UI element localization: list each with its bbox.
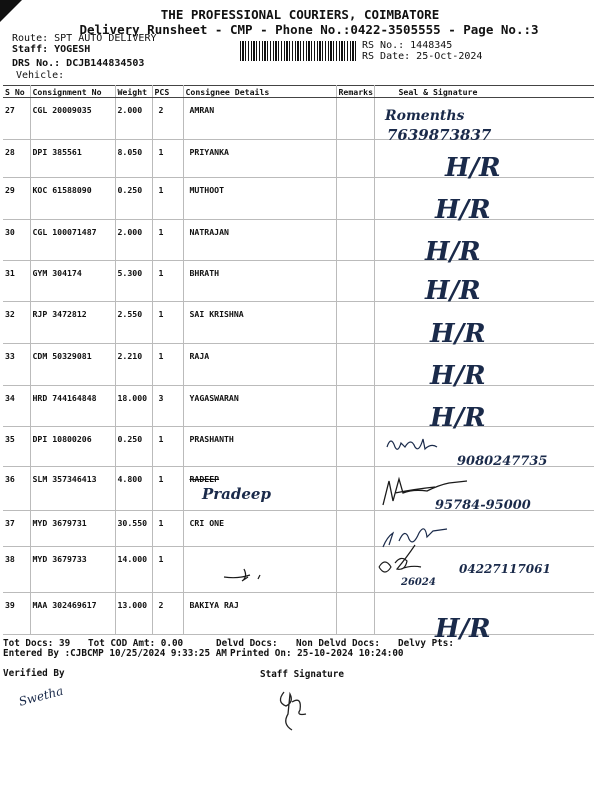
signature-cell (374, 547, 594, 593)
weight-cell: 18.000 (115, 386, 152, 427)
consignment-cell: CGL 20009035 (30, 98, 115, 140)
consignee-cell: NATRAJAN (183, 220, 336, 261)
sno-cell: 39 (3, 593, 30, 635)
remarks-cell (336, 511, 374, 547)
remarks-cell (336, 467, 374, 511)
consignee-cell: PRIYANKA (183, 140, 336, 178)
total-docs: Tot Docs: 39 (3, 638, 71, 649)
consignee-cell (183, 547, 336, 593)
handwritten-hr (375, 302, 595, 349)
signature-cell (374, 98, 594, 144)
drs-number: DRS No.: DCJB144834503 (12, 58, 145, 69)
verified-by-label: Verified By (3, 668, 65, 679)
table-row (3, 593, 594, 635)
consignment-cell: CDM 50329081 (30, 344, 115, 386)
handwritten-signature (375, 511, 595, 547)
signature-cell (374, 302, 594, 349)
sno-cell: 31 (3, 261, 30, 302)
remarks-cell (336, 386, 374, 427)
weight-cell: 0.250 (115, 178, 152, 220)
pcs-cell: 1 (152, 140, 183, 178)
consignment-cell: MYD 3679733 (30, 547, 115, 593)
weight-cell: 5.300 (115, 261, 152, 302)
table-row (3, 427, 594, 467)
svg-text:Swetha: Swetha (17, 683, 65, 709)
handwritten-signature (375, 98, 595, 144)
sno-cell: 30 (3, 220, 30, 261)
staff-label: Staff: YOGESH (12, 44, 91, 55)
weight-cell: 4.800 (115, 467, 152, 511)
vehicle-label: Vehicle: (16, 70, 65, 81)
handwritten-hr (375, 178, 595, 225)
table-row (3, 140, 594, 178)
remarks-cell (336, 220, 374, 261)
company-name: THE PROFESSIONAL COURIERS, COIMBATORE (160, 7, 440, 22)
table-row (3, 98, 594, 140)
rs-number: RS No.: 1448345 (362, 40, 453, 51)
handwritten-hr (375, 140, 595, 183)
handwritten-signature (375, 547, 595, 593)
printed-on: Printed On: 25-10-2024 10:24:00 (230, 648, 404, 659)
consignee-cell: YAGASWARAN (183, 386, 336, 427)
weight-cell: 2.000 (115, 98, 152, 140)
sno-cell: 37 (3, 511, 30, 547)
pcs-cell: 1 (152, 220, 183, 261)
signature-cell (374, 261, 594, 306)
remarks-cell (336, 261, 374, 302)
table-row (3, 178, 594, 220)
pcs-cell: 2 (152, 98, 183, 140)
pcs-cell: 1 (152, 344, 183, 386)
entered-by: Entered By :CJBCMP 10/25/2024 9:33:25 AM (3, 648, 227, 659)
consignee-cell: AMRAN (183, 98, 336, 140)
handwritten-signature (375, 427, 595, 467)
consignment-cell: GYM 304174 (30, 261, 115, 302)
weight-cell: 8.050 (115, 140, 152, 178)
svg-text:H/R: H/R (429, 361, 486, 391)
table-row (3, 302, 594, 344)
weight-cell: 30.550 (115, 511, 152, 547)
table-row (3, 261, 594, 302)
total-cod: Tot COD Amt: 0.00 (88, 638, 184, 649)
consignee-cell: BAKIYA RAJ (183, 593, 336, 635)
handwritten-hr (375, 220, 595, 267)
consignee-cell: CRI ONE (183, 511, 336, 547)
col-pcs: PCS (152, 86, 183, 98)
signature-cell (374, 467, 594, 511)
remarks-cell (336, 344, 374, 386)
table-header-row (3, 86, 594, 98)
sno-cell: 36 (3, 467, 30, 511)
remarks-cell (336, 547, 374, 593)
svg-text:H/R: H/R (429, 319, 486, 349)
sheet-title: Delivery Runsheet - CMP - Phone No.:0422-3505555 - Page No.:3 (79, 22, 539, 37)
svg-text:9080247735: 9080247735 (456, 454, 547, 469)
col-weight: Weight (115, 86, 152, 98)
pcs-cell: 3 (152, 386, 183, 427)
handwritten-hr (375, 261, 595, 306)
svg-text:Romenths: Romenths (384, 108, 464, 124)
weight-cell: 2.550 (115, 302, 152, 344)
weight-cell: 0.250 (115, 427, 152, 467)
signature-cell (374, 511, 594, 547)
sno-cell: 33 (3, 344, 30, 386)
route-label: Route: SPT AUTO DELIVERY (12, 33, 157, 44)
consignment-cell: HRD 744164848 (30, 386, 115, 427)
delivery-points: Delvy Pts: (398, 638, 454, 649)
pcs-cell: 1 (152, 261, 183, 302)
pcs-cell: 1 (152, 467, 183, 511)
consignee-cell: BHRATH (183, 261, 336, 302)
pcs-cell: 1 (152, 178, 183, 220)
signature-cell (374, 427, 594, 467)
staff-signature (270, 682, 320, 732)
consignment-cell: MYD 3679731 (30, 511, 115, 547)
consignee-name-struck: RADEEP (189, 474, 220, 484)
consignment-cell: MAA 302469617 (30, 593, 115, 635)
weight-cell: 14.000 (115, 547, 152, 593)
handwritten-name (184, 467, 334, 511)
table-row (3, 547, 594, 593)
consignee-cell (183, 467, 336, 511)
col-sno: S No (3, 86, 30, 98)
svg-text:H/R: H/R (429, 403, 486, 433)
table-row (3, 386, 594, 427)
svg-text:H/R: H/R (434, 614, 491, 644)
signature-cell (374, 178, 594, 225)
remarks-cell (336, 302, 374, 344)
table-row (3, 344, 594, 386)
remarks-cell (336, 140, 374, 178)
consignee-cell: PRASHANTH (183, 427, 336, 467)
pcs-cell: 1 (152, 302, 183, 344)
consignee-cell: RAJA (183, 344, 336, 386)
pcs-cell: 1 (152, 547, 183, 593)
table-row (3, 467, 594, 511)
sno-cell: 29 (3, 178, 30, 220)
consignment-cell: SLM 357346413 (30, 467, 115, 511)
col-signature: Seal & Signature (374, 86, 594, 98)
consignee-cell: SAI KRISHNA (183, 302, 336, 344)
remarks-cell (336, 98, 374, 140)
svg-text:04227117061: 04227117061 (458, 562, 551, 576)
sno-cell: 34 (3, 386, 30, 427)
rs-date: RS Date: 25-Oct-2024 (362, 51, 483, 62)
remarks-cell (336, 178, 374, 220)
signature-cell (374, 220, 594, 267)
pcs-cell: 2 (152, 593, 183, 635)
handwritten-mark (184, 547, 334, 593)
table-row (3, 511, 594, 547)
svg-text:Pradeep: Pradeep (201, 485, 271, 503)
weight-cell: 13.000 (115, 593, 152, 635)
sno-cell: 38 (3, 547, 30, 593)
svg-text:H/R: H/R (424, 237, 481, 267)
signature-cell (374, 140, 594, 183)
consignment-cell: DPI 385561 (30, 140, 115, 178)
sno-cell: 32 (3, 302, 30, 344)
pcs-cell: 1 (152, 511, 183, 547)
consignment-cell: DPI 10800206 (30, 427, 115, 467)
consignment-cell: KOC 61588090 (30, 178, 115, 220)
svg-text:H/R: H/R (434, 195, 491, 225)
svg-text:H/R: H/R (424, 276, 481, 306)
consignment-cell: CGL 100071487 (30, 220, 115, 261)
verified-signature (14, 676, 74, 716)
svg-text:7639873837: 7639873837 (386, 126, 491, 144)
table-row (3, 220, 594, 261)
remarks-cell (336, 593, 374, 635)
weight-cell: 2.210 (115, 344, 152, 386)
svg-text:H/R: H/R (444, 153, 501, 183)
staff-signature-label: Staff Signature (260, 669, 344, 680)
handwritten-signature (375, 467, 595, 511)
weight-cell: 2.000 (115, 220, 152, 261)
pcs-cell: 1 (152, 427, 183, 467)
barcode (240, 41, 358, 61)
remarks-cell (336, 427, 374, 467)
consignment-cell: RJP 3472812 (30, 302, 115, 344)
delivered-docs: Delvd Docs: (216, 638, 278, 649)
handwritten-hr (375, 344, 595, 391)
sno-cell: 35 (3, 427, 30, 467)
sno-cell: 28 (3, 140, 30, 178)
col-consignee: Consignee Details (183, 86, 336, 98)
signature-cell (374, 386, 594, 433)
handwritten-hr (375, 386, 595, 433)
non-delivered-docs: Non Delvd Docs: (296, 638, 380, 649)
signature-cell (374, 344, 594, 391)
svg-text:95784-95000: 95784-95000 (434, 498, 531, 513)
svg-text:26024: 26024 (400, 577, 436, 588)
sno-cell: 27 (3, 98, 30, 140)
consignee-cell: MUTHOOT (183, 178, 336, 220)
col-consignment: Consignment No (30, 86, 115, 98)
col-remarks: Remarks (336, 86, 374, 98)
